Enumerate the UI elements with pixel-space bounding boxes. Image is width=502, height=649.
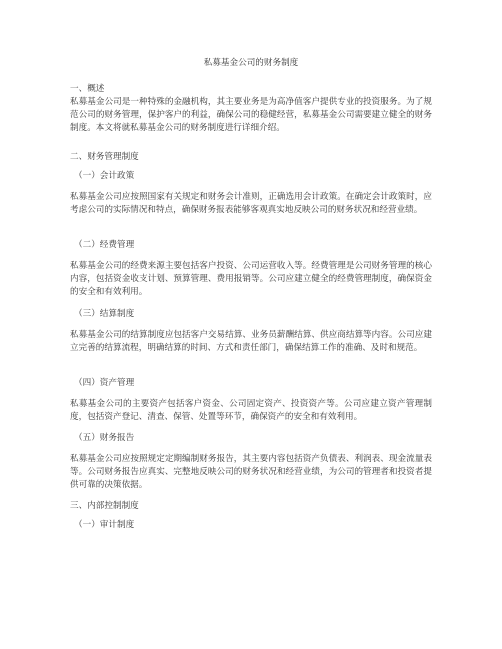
subsection-heading-settlement: （三）结算制度: [74, 309, 135, 319]
section-heading-internal-control: 三、内部控制制度: [70, 501, 139, 511]
subsection-heading-asset-management: （四）资产管理: [74, 378, 135, 388]
subsection-paragraph-expense-management: 私募基金公司的经费来源主要包括客户投资、公司运营收入等。经费管理是公司财务管理的核心内容，包括资金收支计划、预算管理、费用报销等。公司应建立健全的经费管理制度，确保资金的安全和有效利用。: [70, 261, 432, 298]
subsection-paragraph-settlement: 私募基金公司的结算制度应包括客户交易结算、业务员薪酬结算、供应商结算等内容。公司应建立完善的结算流程，明确结算的时间、方式和责任部门，确保结算工作的准确、及时和规范。: [70, 330, 432, 354]
subsection-heading-audit: （一）审计制度: [74, 520, 135, 530]
subsection-heading-expense-management: （二）经费管理: [74, 240, 135, 250]
document-title: 私募基金公司的财务制度: [203, 58, 299, 68]
section-paragraph-overview: 私募基金公司是一种特殊的金融机构，其主要业务是为高净值客户提供专业的投资服务。为了规范公司的财务管理，保护客户的利益，确保公司的稳健经营，私募基金公司需要建立健全的财务制度。本文将就私募基金公司的财务制度进行详细介绍。: [70, 97, 432, 134]
subsection-heading-accounting-policy: （一）会计政策: [74, 171, 135, 181]
subsection-heading-financial-report: （五）财务报告: [74, 433, 135, 443]
subsection-paragraph-accounting-policy: 私募基金公司应按照国家有关规定和财务会计准则，正确选用会计政策。在确定会计政策时，应考虑公司的实际情况和特点，确保财务报表能够客观真实地反映公司的财务状况和经营业绩。: [70, 192, 432, 216]
subsection-paragraph-financial-report: 私募基金公司应按照规定定期编制财务报告，其主要内容包括资产负债表、利润表、现金流量表等。公司财务报告应真实、完整地反映公司的财务状况和经营业绩，为公司的管理者和投资者提供可靠的决策依据。: [70, 454, 432, 491]
subsection-paragraph-asset-management: 私募基金公司的主要资产包括客户资金、公司固定资产、投资资产等。公司应建立资产管理制度，包括资产登记、清查、保管、处置等环节，确保资产的安全和有效利用。: [70, 399, 432, 423]
section-heading-overview: 一、概述: [70, 84, 105, 94]
section-heading-finance-management: 二、财务管理制度: [70, 152, 139, 162]
